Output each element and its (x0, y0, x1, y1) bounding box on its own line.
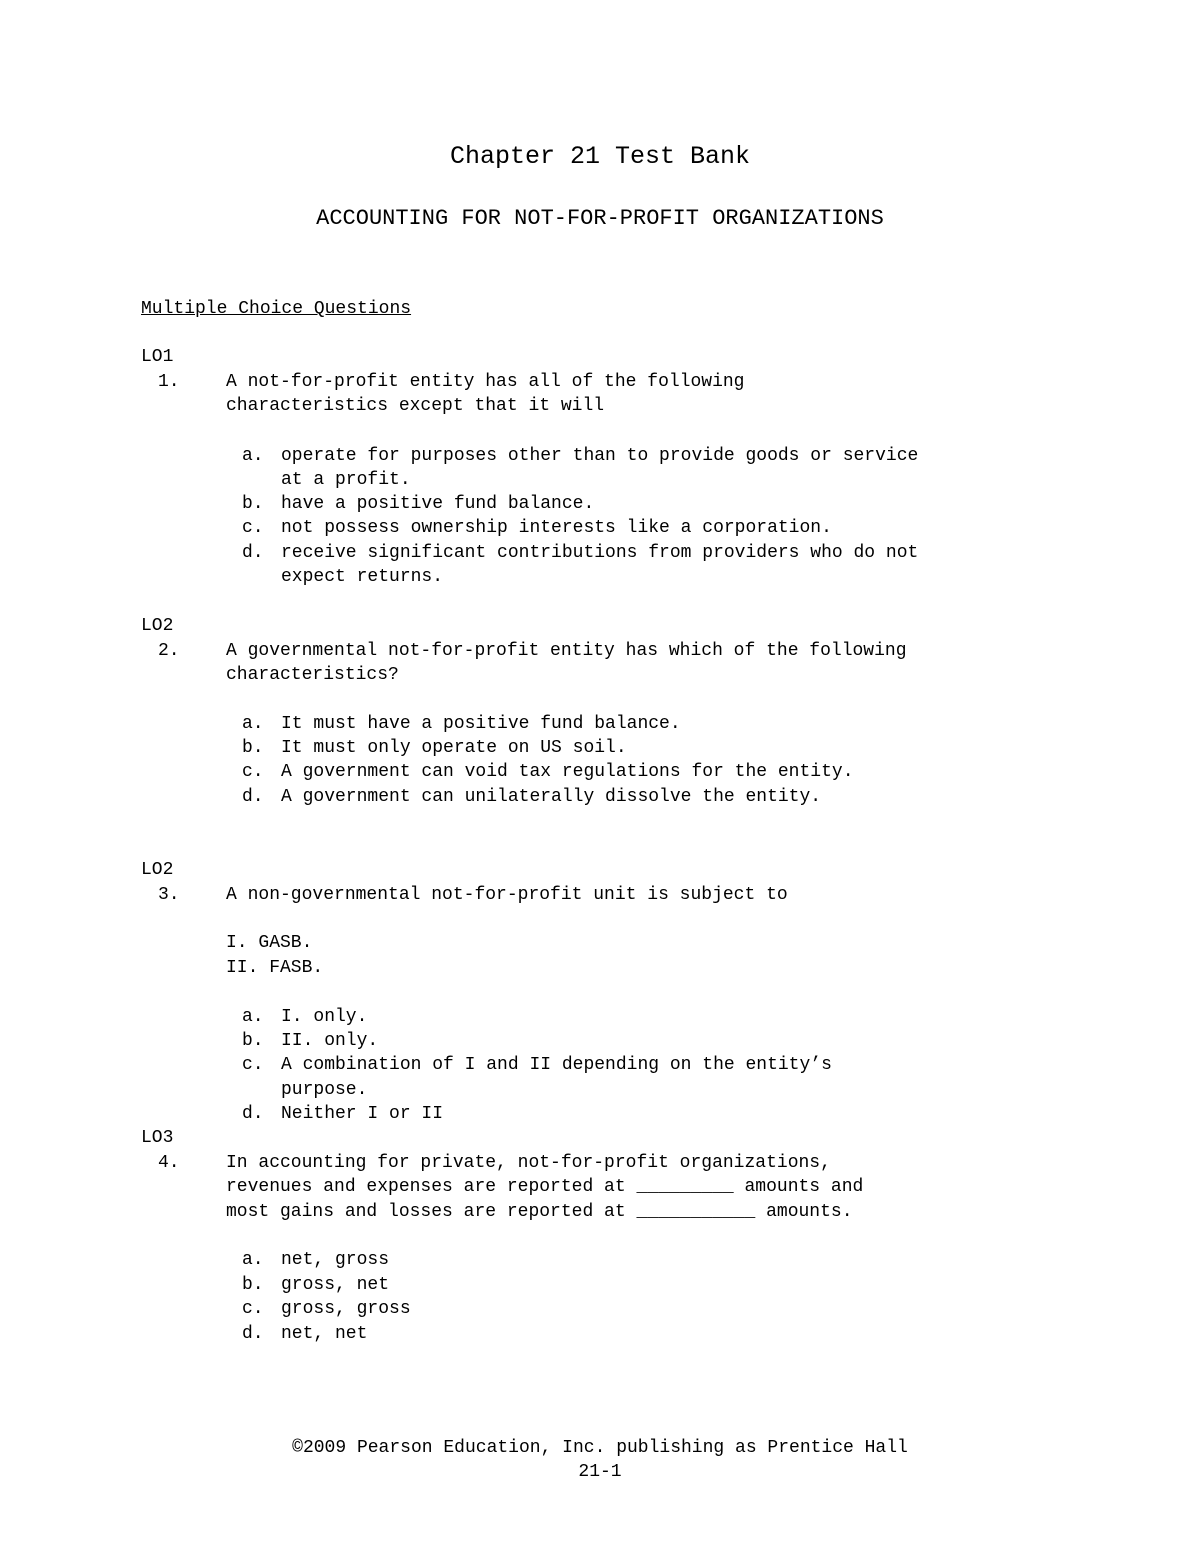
roman-item: II. FASB. (226, 958, 324, 978)
question-stem-line: A not-for-profit entity has all of the following (226, 372, 745, 392)
option-letter: d. (242, 1324, 264, 1344)
option-letter: a. (242, 446, 264, 466)
roman-item: I. GASB. (226, 933, 313, 953)
option-letter: a. (242, 1007, 264, 1027)
section-heading: Multiple Choice Questions (141, 299, 412, 319)
option-text: not possess ownership interests like a corporation. (281, 518, 832, 538)
footer-copyright: ©2009 Pearson Education, Inc. publishing as Prentice Hall (292, 1438, 908, 1458)
option-text: A government can unilaterally dissolve the entity. (281, 787, 822, 807)
option-text: net, gross (281, 1250, 390, 1270)
option-text: net, net (281, 1324, 368, 1344)
option-text: purpose. (281, 1080, 368, 1100)
question-stem-line: A non-governmental not-for-profit unit is subject to (226, 885, 788, 905)
question-stem-line: characteristics? (226, 665, 399, 685)
question-number: 3. (158, 885, 180, 905)
option-letter: c. (242, 1055, 264, 1075)
question-stem-line: A governmental not-for-profit entity has which of the following (226, 641, 907, 661)
option-letter: b. (242, 738, 264, 758)
option-letter: c. (242, 518, 264, 538)
option-letter: c. (242, 762, 264, 782)
option-text: receive significant contributions from providers who do not (281, 543, 919, 563)
option-letter: c. (242, 1299, 264, 1319)
option-text: II. only. (281, 1031, 379, 1051)
option-text: Neither I or II (281, 1104, 444, 1124)
option-text: operate for purposes other than to provide goods or service (281, 446, 919, 466)
option-text: It must only operate on US soil. (281, 738, 627, 758)
option-text: gross, net (281, 1275, 390, 1295)
learning-objective: LO3 (141, 1128, 174, 1148)
option-letter: a. (242, 1250, 264, 1270)
page-subtitle: ACCOUNTING FOR NOT-FOR-PROFIT ORGANIZATIONS (316, 206, 884, 231)
question-stem-line: most gains and losses are reported at ___________ amounts. (226, 1202, 853, 1222)
learning-objective: LO2 (141, 860, 174, 880)
option-text: A government can void tax regulations for the entity. (281, 762, 854, 782)
option-letter: b. (242, 494, 264, 514)
option-letter: b. (242, 1031, 264, 1051)
question-number: 1. (158, 372, 180, 392)
question-stem-line: In accounting for private, not-for-profit organizations, (226, 1153, 831, 1173)
page-title: Chapter 21 Test Bank (449, 142, 751, 171)
question-number: 4. (158, 1153, 180, 1173)
option-text: at a profit. (281, 470, 411, 490)
learning-objective: LO1 (141, 347, 174, 367)
option-letter: d. (242, 1104, 264, 1124)
question-stem-line: revenues and expenses are reported at _________ amounts and (226, 1177, 864, 1197)
footer-page-number: 21-1 (578, 1462, 622, 1482)
learning-objective: LO2 (141, 616, 174, 636)
option-text: A combination of I and II depending on the entity’s (281, 1055, 832, 1075)
option-letter: d. (242, 787, 264, 807)
option-text: expect returns. (281, 567, 444, 587)
option-text: I. only. (281, 1007, 368, 1027)
option-letter: a. (242, 714, 264, 734)
question-number: 2. (158, 641, 180, 661)
option-letter: d. (242, 543, 264, 563)
option-letter: b. (242, 1275, 264, 1295)
option-text: gross, gross (281, 1299, 411, 1319)
option-text: have a positive fund balance. (281, 494, 595, 514)
option-text: It must have a positive fund balance. (281, 714, 681, 734)
question-stem-line: characteristics except that it will (226, 396, 605, 416)
